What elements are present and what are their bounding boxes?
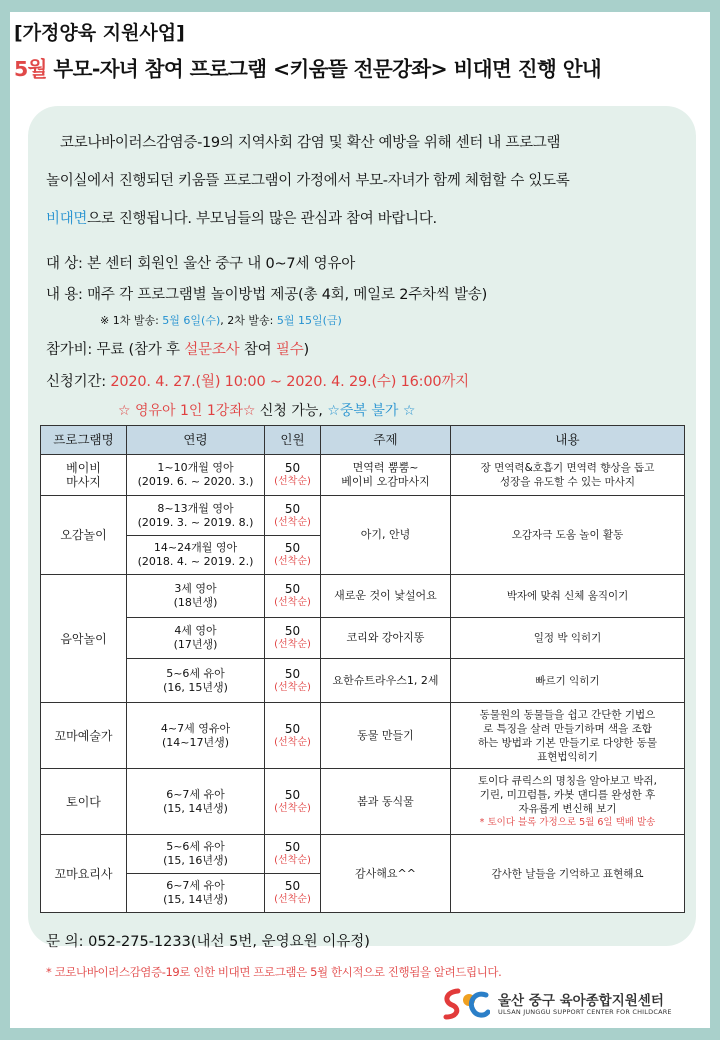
target-audience: 대 상: 본 센터 회원인 울산 중구 내 0~7세 영유아 xyxy=(46,256,356,272)
header-content: 내용 xyxy=(451,426,685,455)
intro-line-3 xyxy=(46,200,676,238)
program-name: 오감놀이 xyxy=(41,496,127,575)
topic-cell: 아기, 안녕 xyxy=(321,496,451,575)
contactless-highlight: 비대면 xyxy=(46,211,88,227)
first-come-label: (선착순) xyxy=(274,597,311,608)
topic-cell: 요한슈트라우스1, 2세 xyxy=(321,659,451,703)
contact-info: 문 의: 052-275-1233(내선 5번, 운영요원 이유정) xyxy=(46,934,370,950)
limit-one-class: ☆ 영유아 1인 1강좌☆ xyxy=(118,403,256,419)
age-cell: 14~24개월 영아 (2018. 4. ~ 2019. 2.) xyxy=(127,536,265,575)
capacity-cell xyxy=(265,455,321,496)
age-cell: 1~10개월 영아 (2019. 6. ~ 2020. 3.) xyxy=(127,455,265,496)
topic-cell: 면역력 뿜뿜~ 베이비 오감마사지 xyxy=(321,455,451,496)
center-name: 울산 중구 육아종합지원센터 xyxy=(498,993,664,1009)
capacity-cell xyxy=(265,703,321,769)
first-come-label: (선착순) xyxy=(274,639,311,650)
age-cell: 4~7세 영유아 (14~17년생) xyxy=(127,703,265,769)
intro-paragraph xyxy=(46,124,676,238)
first-come-label: (선착순) xyxy=(274,516,311,528)
intro-line-3-rest: 으로 진행됩니다. 부모님들의 많은 관심과 참여 바랍니다. xyxy=(87,211,437,227)
content-cell: 장 면역력&호흡기 면역력 향상을 돕고 성장을 유도할 수 있는 마사지 xyxy=(451,455,685,496)
period-value: 2020. 4. 27.(월) 10:00 ~ 2020. 4. 29.(수) 16:00까지 xyxy=(110,374,469,390)
capacity-number: 50 xyxy=(284,879,301,893)
delivery-notice: * 토이다 블록 가정으로 5월 6일 택배 발송 xyxy=(479,816,656,828)
table-row xyxy=(41,769,685,835)
capacity-number: 50 xyxy=(284,541,301,555)
schedule-first-label: ※ 1차 발송: xyxy=(100,314,163,327)
capacity-cell xyxy=(265,835,321,874)
content-cell: 빠르기 익히기 xyxy=(451,659,685,703)
age-cell: 6~7세 유아 (15, 14년생) xyxy=(127,769,265,835)
first-come-label: (선착순) xyxy=(274,802,311,814)
program-name: 음악놀이 xyxy=(41,575,127,703)
table-row xyxy=(41,703,685,769)
first-come-label: (선착순) xyxy=(274,855,311,866)
topic-cell: 동물 만들기 xyxy=(321,703,451,769)
capacity-cell xyxy=(265,659,321,703)
center-name-english: ULSAN JUNGGU SUPPORT CENTER FOR CHILDCARE xyxy=(498,1008,672,1016)
capacity-cell xyxy=(265,769,321,835)
age-cell: 3세 영아 (18년생) xyxy=(127,575,265,618)
capacity-cell xyxy=(265,618,321,659)
fee-end: ) xyxy=(303,342,309,358)
capacity-cell xyxy=(265,874,321,913)
capacity-cell xyxy=(265,536,321,575)
table-row xyxy=(41,618,685,659)
age-cell: 4세 영아 (17년생) xyxy=(127,618,265,659)
capacity-number: 50 xyxy=(284,840,301,854)
first-come-label: (선착순) xyxy=(274,476,311,487)
limit-mid: 신청 가능, xyxy=(255,403,328,419)
first-come-label: (선착순) xyxy=(274,681,311,693)
fee-label: 참가비: 무료 (참가 후 xyxy=(46,342,185,358)
intro-line-1: 코로나바이러스감염증-19의 지역사회 감염 및 확산 예방을 위해 센터 내 프로그램 xyxy=(60,135,561,151)
mailing-schedule xyxy=(100,312,342,328)
content-cell: 감사한 날들을 기억하고 표현해요 xyxy=(451,835,685,913)
schedule-second-label: , 2차 발송: xyxy=(220,314,277,327)
capacity-number: 50 xyxy=(284,501,301,516)
first-come-label: (선착순) xyxy=(274,556,311,567)
first-come-label: (선착순) xyxy=(274,736,311,748)
application-limit xyxy=(118,400,415,420)
program-name: 토이다 xyxy=(41,769,127,835)
footnote: * 코로나바이러스감염증-19로 인한 비대면 프로그램은 5월 한시적으로 진행됨을 알려드립니다. xyxy=(46,965,502,979)
title-text: 부모-자녀 참여 프로그램 <키움뜰 전문강좌> 비대면 진행 안내 xyxy=(46,57,602,81)
survey-highlight: 설문조사 xyxy=(184,342,240,358)
page-title xyxy=(14,52,704,82)
required-highlight: 필수 xyxy=(275,342,304,358)
age-cell: 5~6세 유아 (15, 16년생) xyxy=(127,835,265,874)
program-table xyxy=(40,425,685,913)
program-name: 꼬마요리사 xyxy=(41,835,127,913)
center-logo-icon xyxy=(440,986,490,1022)
header-capacity: 인원 xyxy=(265,426,321,455)
topic-cell: 코리와 강아지똥 xyxy=(321,618,451,659)
capacity-number: 50 xyxy=(284,721,301,736)
schedule-second-date: 5월 15일(금) xyxy=(276,314,342,327)
content-cell xyxy=(451,769,685,835)
participation-fee xyxy=(46,338,309,359)
center-logo xyxy=(440,986,700,1022)
table-row xyxy=(41,455,685,496)
capacity-number: 50 xyxy=(284,787,301,802)
table-row xyxy=(41,659,685,703)
header-program: 프로그램명 xyxy=(41,426,127,455)
capacity-number: 50 xyxy=(284,582,301,596)
program-name: 꼬마예술가 xyxy=(41,703,127,769)
application-period xyxy=(46,370,469,391)
table-row xyxy=(41,496,685,536)
header-topic: 주제 xyxy=(321,426,451,455)
table-row xyxy=(41,575,685,618)
capacity-cell xyxy=(265,575,321,618)
capacity-number: 50 xyxy=(284,624,301,638)
content-cell: 오감자극 도움 놀이 활동 xyxy=(451,496,685,575)
age-cell: 6~7세 유아 (15, 14년생) xyxy=(127,874,265,913)
topic-cell: 봄과 동식물 xyxy=(321,769,451,835)
topic-cell: 감사해요^^ xyxy=(321,835,451,913)
fee-mid: 참여 xyxy=(239,342,276,358)
content-cell: 동물원의 동물들을 쉽고 간단한 기법으 로 특징을 살려 만들기하며 색을 조합 하는 방법과 기본 만들기로 다양한 동물 표현법익히기 xyxy=(451,703,685,769)
age-cell: 8~13개월 영아 (2019. 3. ~ 2019. 8.) xyxy=(127,496,265,536)
capacity-number: 50 xyxy=(284,461,301,475)
table-header-row xyxy=(41,426,685,455)
schedule-first-date: 5월 6일(수) xyxy=(162,314,221,327)
limit-no-duplicate: ☆중복 불가 ☆ xyxy=(327,403,416,419)
period-label: 신청기간: xyxy=(46,374,111,390)
program-category-tag: [가정양육 지원사업] xyxy=(14,22,185,44)
capacity-number: 50 xyxy=(284,666,301,681)
title-month: 5월 xyxy=(14,57,47,81)
topic-cell: 새로운 것이 낯설어요 xyxy=(321,575,451,618)
age-cell: 5~6세 유아 (16, 15년생) xyxy=(127,659,265,703)
intro-line-2: 놀이실에서 진행되던 키움뜰 프로그램이 가정에서 부모-자녀가 함께 체험할 수 있도록 xyxy=(46,173,570,189)
first-come-label: (선착순) xyxy=(274,894,311,905)
header-age: 연령 xyxy=(127,426,265,455)
capacity-cell xyxy=(265,496,321,536)
content-text: 토이다 큐릭스의 명칭을 알아보고 박쥐, 기린, 미끄럼틀, 카봇 댄디를 완성한 후 자유롭게 변신해 보기 xyxy=(478,774,657,815)
content-cell: 일정 박 익히기 xyxy=(451,618,685,659)
program-name: 베이비 마사지 xyxy=(41,455,127,496)
table-row xyxy=(41,835,685,874)
content-cell: 박자에 맞춰 신체 움직이기 xyxy=(451,575,685,618)
program-content: 내 용: 매주 각 프로그램별 놀이방법 제공(총 4회, 메일로 2주차씩 발송) xyxy=(46,287,488,303)
